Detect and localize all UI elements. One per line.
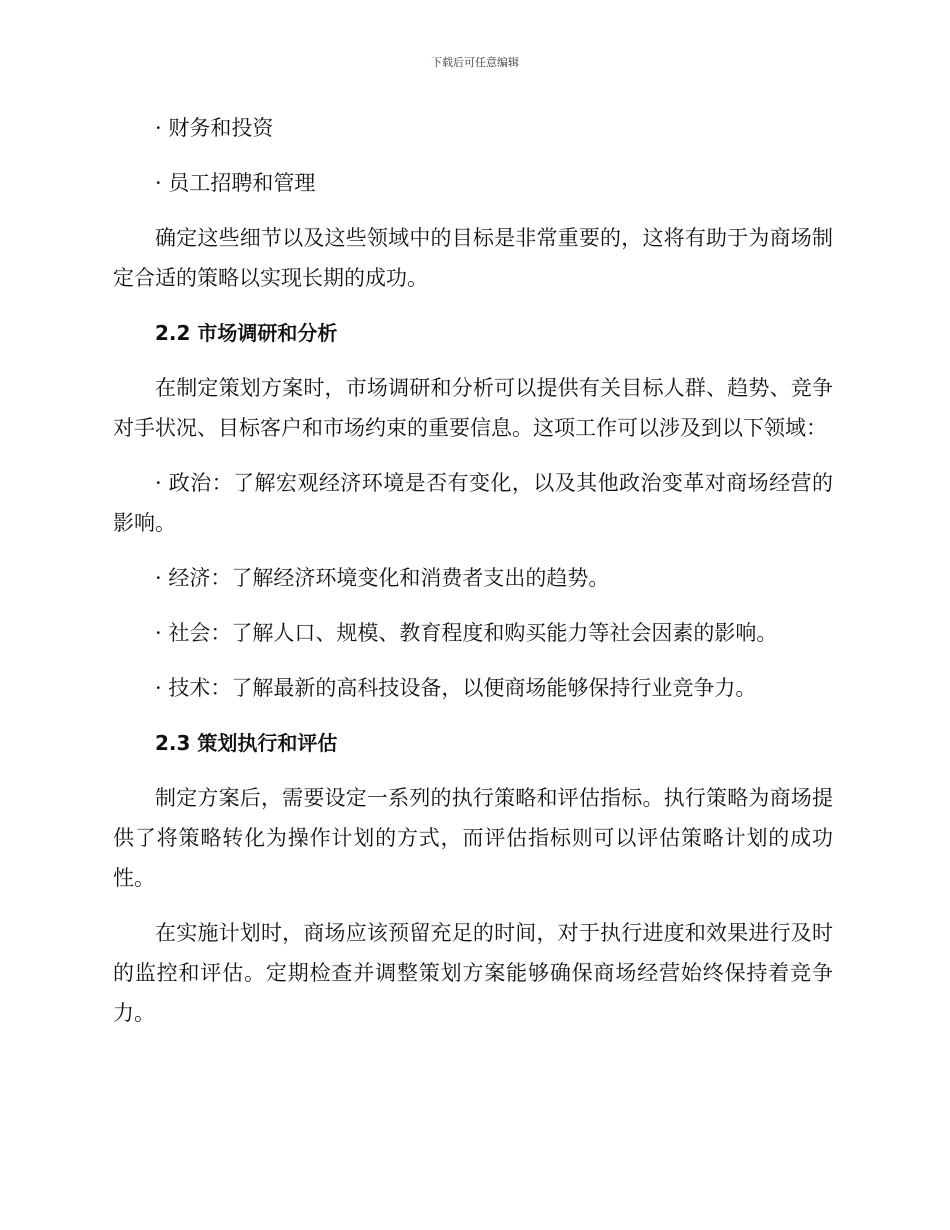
bullet-staff: · 员工招聘和管理 — [155, 171, 316, 195]
paragraph-goals: 确定这些细节以及这些领域中的目标是非常重要的，这将有助于为商场制定合适的策略以实现长期的成功。 — [113, 226, 833, 290]
section-heading-2-3: 2.3 策划执行和评估 — [155, 731, 338, 755]
bullet-politics: · 政治：了解宏观经济环境是否有变化，以及其他政治变革对商场经营的影响。 — [113, 471, 833, 535]
document-body — [113, 108, 833, 1048]
bullet-tech: · 技术：了解最新的高科技设备，以便商场能够保持行业竞争力。 — [155, 676, 757, 700]
paragraph-monitoring: 在实施计划时，商场应该预留充足的时间，对于执行进度和效果进行及时的监控和评估。定期检查并调整策划方案能够确保商场经营始终保持着竞争力。 — [113, 921, 833, 1025]
paragraph-research: 在制定策划方案时，市场调研和分析可以提供有关目标人群、趋势、竞争对手状况、目标客户和市场约束的重要信息。这项工作可以涉及到以下领域： — [113, 376, 833, 440]
bullet-society: · 社会：了解人口、规模、教育程度和购买能力等社会因素的影响。 — [155, 621, 778, 645]
page-header: 下载后可任意编辑 — [431, 56, 519, 69]
paragraph-execution: 制定方案后，需要设定一系列的执行策略和评估指标。执行策略为商场提供了将策略转化为操作计划的方式，而评估指标则可以评估策略计划的成功性。 — [113, 786, 833, 890]
section-heading-2-2: 2.2 市场调研和分析 — [155, 321, 338, 345]
bullet-finance: · 财务和投资 — [155, 116, 274, 140]
bullet-economy: · 经济：了解经济环境变化和消费者支出的趋势。 — [155, 566, 610, 590]
